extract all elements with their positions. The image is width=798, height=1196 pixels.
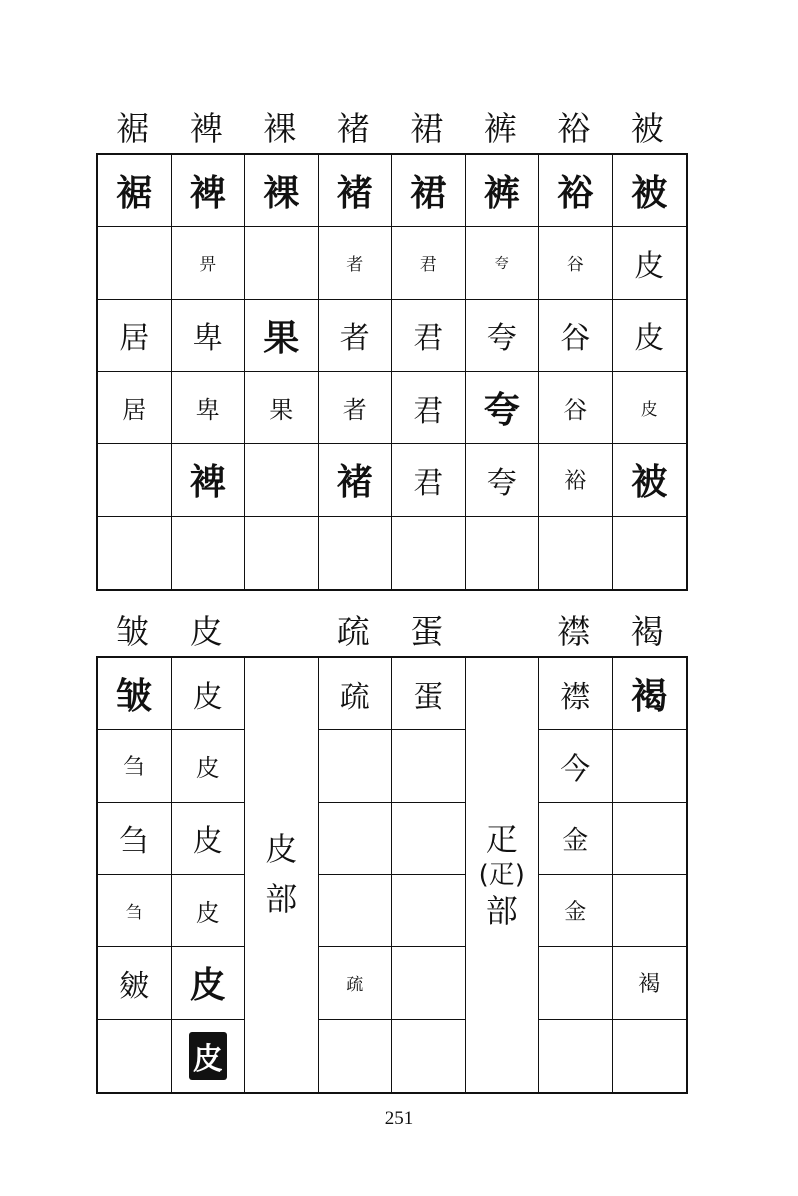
glyph-cell <box>392 875 466 947</box>
glyph-cell: 金 <box>539 875 613 947</box>
glyph-cell <box>392 730 466 802</box>
glyph-cell <box>245 444 319 516</box>
page-number: 251 <box>384 1108 414 1129</box>
glyph-cell-inverted <box>172 1020 246 1092</box>
glyph-cell: 裸 <box>245 155 319 227</box>
glyph-cell: 皮 <box>613 300 687 372</box>
glyph-cell: 皴 <box>98 947 172 1019</box>
heading-char: 被 <box>630 109 664 148</box>
glyph-cell: 褚 <box>319 155 393 227</box>
radical-char: 皮 <box>265 830 298 869</box>
glyph-cell: 君 <box>392 227 466 299</box>
glyph-cell: 褐 <box>613 658 687 730</box>
glyph-cell <box>613 517 687 589</box>
glyph-cell: 畀 <box>172 227 246 299</box>
glyph-cell <box>98 1020 172 1092</box>
radical-paren-group <box>479 859 525 892</box>
glyph-cell <box>392 803 466 875</box>
glyph-cell: 卑 <box>172 372 246 444</box>
heading-char: 皱 <box>116 612 150 651</box>
glyph-cell: 疏 <box>319 947 393 1019</box>
glyph-cell <box>98 227 172 299</box>
heading-char: 褚 <box>336 109 370 148</box>
heading-char: 裾 <box>116 109 150 148</box>
inverted-glyph: 皮 <box>189 1032 227 1080</box>
glyph-cell: 刍 <box>98 875 172 947</box>
glyph-cell: 君 <box>392 300 466 372</box>
glyph-cell: 卑 <box>172 300 246 372</box>
glyph-cell <box>319 517 393 589</box>
glyph-cell: 谷 <box>539 227 613 299</box>
glyph-cell <box>539 947 613 1019</box>
glyph-cell: 皮 <box>172 730 246 802</box>
heading-char: 裨 <box>189 109 223 148</box>
heading-char: 褐 <box>630 612 664 651</box>
radical-char: 疋 <box>485 819 518 858</box>
top-glyph-grid <box>96 153 688 591</box>
glyph-cell: 居 <box>98 372 172 444</box>
heading-char <box>464 615 538 648</box>
glyph-cell: 皮 <box>613 227 687 299</box>
glyph-cell: 者 <box>319 227 393 299</box>
glyph-cell: 皮 <box>172 875 246 947</box>
glyph-cell: 皮 <box>172 658 246 730</box>
heading-char: 裕 <box>557 109 591 148</box>
radical-char: 疋 <box>488 859 515 890</box>
glyph-cell: 刍 <box>98 803 172 875</box>
glyph-cell: 居 <box>98 300 172 372</box>
glyph-cell: 皱 <box>98 658 172 730</box>
glyph-cell: 裕 <box>539 444 613 516</box>
glyph-cell: 夸 <box>466 227 540 299</box>
glyph-cell: 裕 <box>539 155 613 227</box>
bottom-glyph-grid <box>96 656 688 1094</box>
glyph-cell <box>392 1020 466 1092</box>
glyph-cell <box>245 227 319 299</box>
top-headings <box>96 109 684 148</box>
glyph-cell: 襟 <box>539 658 613 730</box>
glyph-cell: 夸 <box>466 300 540 372</box>
glyph-cell: 褐 <box>613 947 687 1019</box>
glyph-cell: 皮 <box>172 803 246 875</box>
heading-char <box>243 615 317 648</box>
glyph-cell: 谷 <box>539 372 613 444</box>
heading-char: 裸 <box>263 109 297 148</box>
heading-char: 皮 <box>189 612 223 651</box>
glyph-cell: 果 <box>245 372 319 444</box>
glyph-cell <box>319 730 393 802</box>
glyph-cell: 君 <box>392 444 466 516</box>
glyph-cell: 今 <box>539 730 613 802</box>
glyph-cell <box>245 517 319 589</box>
radical-paren-open: ( <box>478 859 489 890</box>
glyph-cell: 者 <box>319 372 393 444</box>
glyph-cell: 君 <box>392 372 466 444</box>
radical-char: 部 <box>485 892 518 931</box>
bottom-headings <box>96 612 684 651</box>
radical-char: 部 <box>265 880 298 918</box>
glyph-cell <box>613 1020 687 1092</box>
glyph-cell: 裨 <box>172 444 246 516</box>
heading-char: 裤 <box>483 109 517 148</box>
glyph-cell: 蛋 <box>392 658 466 730</box>
glyph-cell: 金 <box>539 803 613 875</box>
glyph-cell: 皮 <box>613 372 687 444</box>
heading-char: 蛋 <box>410 612 444 651</box>
glyph-cell: 裙 <box>392 155 466 227</box>
glyph-cell <box>539 517 613 589</box>
glyph-cell: 夸 <box>466 444 540 516</box>
heading-char: 襟 <box>557 612 591 651</box>
glyph-cell: 裾 <box>98 155 172 227</box>
glyph-cell: 褚 <box>319 444 393 516</box>
heading-char: 裙 <box>410 109 444 148</box>
glyph-cell: 裨 <box>172 155 246 227</box>
glyph-cell <box>613 730 687 802</box>
glyph-cell <box>539 1020 613 1092</box>
radical-label-shu <box>466 658 540 1092</box>
glyph-cell <box>613 803 687 875</box>
glyph-cell: 皮 <box>172 947 246 1019</box>
glyph-cell <box>613 875 687 947</box>
radical-paren-close: ) <box>514 859 525 890</box>
glyph-cell <box>319 875 393 947</box>
glyph-cell: 果 <box>245 300 319 372</box>
glyph-cell <box>466 517 540 589</box>
glyph-cell <box>98 444 172 516</box>
glyph-cell: 被 <box>613 444 687 516</box>
glyph-cell: 者 <box>319 300 393 372</box>
glyph-cell: 疏 <box>319 658 393 730</box>
glyph-cell <box>392 947 466 1019</box>
glyph-cell: 裤 <box>466 155 540 227</box>
heading-char: 疏 <box>336 612 370 651</box>
glyph-cell <box>98 517 172 589</box>
glyph-cell: 夸 <box>466 372 540 444</box>
radical-label-pi <box>245 658 319 1092</box>
glyph-cell <box>392 517 466 589</box>
glyph-cell <box>319 1020 393 1092</box>
glyph-cell: 被 <box>613 155 687 227</box>
glyph-cell <box>319 803 393 875</box>
glyph-cell: 谷 <box>539 300 613 372</box>
glyph-cell <box>172 517 246 589</box>
glyph-cell: 刍 <box>98 730 172 802</box>
